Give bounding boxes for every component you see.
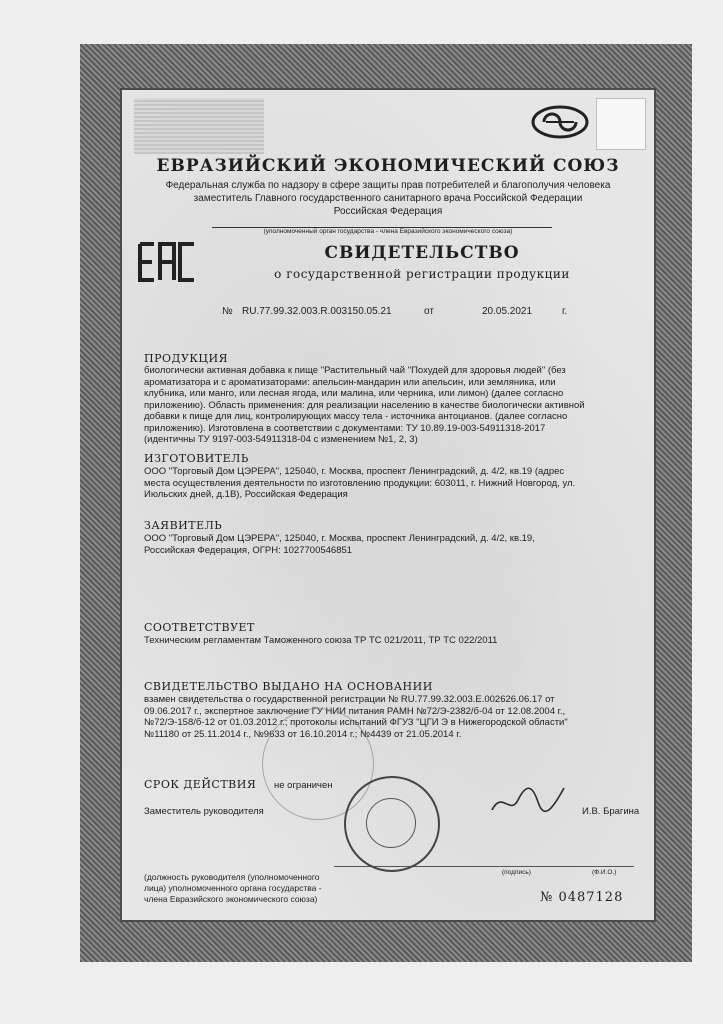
product-line: приложению). Область применения: для реализации населению в качестве биологически активной <box>144 399 585 411</box>
product-text <box>144 365 644 446</box>
seal-emblem-icon <box>366 798 416 848</box>
position-caption-line: лица) уполномоченного органа государства - <box>144 883 322 893</box>
basis-line: 09.06.2017 г., экспертное заключение ГУ НИИ питания РАМН №72/Э-2382/б-04 от 12.08.2004 г., <box>144 705 566 717</box>
qr-code-area <box>596 98 646 150</box>
signature-caption: (подпись) <box>502 869 531 876</box>
validity-heading: СРОК ДЕЙСТВИЯ <box>144 778 257 791</box>
basis-heading: СВИДЕТЕЛЬСТВО ВЫДАНО НА ОСНОВАНИИ <box>144 680 433 693</box>
manufacturer-line: ООО "Торговый Дом ЦЭРЕРА", 125040, г. Москва, проспект Ленинградский, д. 4/2, кв.19 (адрес <box>144 466 565 477</box>
applicant-text <box>144 533 644 556</box>
union-title: ЕВРАЗИЙСКИЙ ЭКОНОМИЧЕСКИЙ СОЮЗ <box>156 156 620 176</box>
manufacturer-text <box>144 466 644 501</box>
authority-note: (уполномоченный орган государства - члена Евразийского экономического союза) <box>263 228 513 235</box>
certificate-subtitle: о государственной регистрации продукции <box>274 267 570 281</box>
conformity-line: Техническим регламентам Таможенного союза ТР ТС 021/2011, ТР ТС 022/2011 <box>144 635 498 646</box>
product-line: добавки к пище для лиц, контролирующих массу тела - источника антоцианов. (далее согласно <box>144 411 568 422</box>
serial-value: 0487128 <box>558 890 624 905</box>
basis-line: №72/Э-158/б-12 от 01.03.2012 г.; протоколы испытаний ФГУЗ "ЦГИ Э в Нижегородской области" <box>144 717 568 728</box>
basis-line: №11180 от 25.11.2014 г., №9633 от 16.10.2014 г.; №4439 от 21.05.2014 г. <box>144 728 462 740</box>
agency-line-2: заместитель Главного государственного санитарного врача Российской Федерации <box>193 193 583 204</box>
manufacturer-line: места осуществления деятельности по изготовлению продукции: 603011, г. Нижний Новгород, ул. <box>144 477 576 489</box>
agency-line-3: Российская Федерация <box>333 206 443 217</box>
basis-text <box>144 694 644 740</box>
guilloche-border <box>80 44 692 962</box>
product-heading: ПРОДУКЦИЯ <box>144 352 228 365</box>
eurasian-union-emblem-icon <box>530 104 590 140</box>
validity-value: не ограничен <box>274 780 333 791</box>
product-line: биологически активная добавка к пище "Растительный чай "Похудей для здоровья людей" (без <box>144 365 566 376</box>
blurred-hologram-area <box>134 98 264 154</box>
position-caption-line: (должность руководителя (уполномоченного <box>144 872 320 882</box>
product-line: клубника, или манго, или лесная ягода, или малина, или черника, или лимон) (далее согласно <box>144 388 564 399</box>
basis-line: взамен свидетельства о государственной регистрации № RU.77.99.32.003.E.002626.06.17 от <box>144 694 555 705</box>
conformity-text <box>144 635 644 647</box>
signatory-name: И.В. Брагина <box>582 806 640 817</box>
signature-icon <box>488 780 568 820</box>
applicant-line: Российская Федерация, ОГРН: 1027700546851 <box>144 544 353 556</box>
certificate-body <box>120 88 656 922</box>
product-line: приложению). Изготовлена в соответствии с документами: ТУ 10.89.19-003-54911318-2017 <box>144 422 546 434</box>
manufacturer-line: Июльских дней, д.1В), Российская Федерация <box>144 489 348 500</box>
number-prefix: № <box>222 306 233 317</box>
signatory-role: Заместитель руководителя <box>144 806 264 817</box>
product-line: (идентичны ТУ 9197-003-54911318-04 с изменением №1, 2, 3) <box>144 434 418 445</box>
product-line: ароматизатора и с ароматизаторами: апельсин-мандарин или апельсин, или земляника, или <box>144 376 556 388</box>
certificate-number: RU.77.99.32.003.R.003150.05.21 <box>242 306 392 317</box>
conformity-heading: СООТВЕТСТВУЕТ <box>144 621 255 634</box>
date-suffix: г. <box>562 306 568 317</box>
serial-number <box>540 890 623 905</box>
eac-mark-icon <box>136 240 200 284</box>
date-prefix: от <box>424 306 434 317</box>
name-caption: (Ф.И.О.) <box>592 869 617 876</box>
russian-emblem-seal-icon <box>344 776 440 872</box>
agency-line-1: Федеральная служба по надзору в сфере защиты прав потребителей и благополучия человека <box>165 180 611 191</box>
position-caption-line: члена Евразийского экономического союза) <box>144 894 318 904</box>
applicant-line: ООО "Торговый Дом ЦЭРЕРА", 125040, г. Москва, проспект Ленинградский, д. 4/2, кв.19, <box>144 533 535 544</box>
applicant-heading: ЗАЯВИТЕЛЬ <box>144 519 223 532</box>
certificate-date: 20.05.2021 <box>482 306 533 317</box>
serial-prefix: № <box>540 890 554 905</box>
certificate-title: СВИДЕТЕЛЬСТВО <box>324 243 520 263</box>
manufacturer-heading: ИЗГОТОВИТЕЛЬ <box>144 452 249 465</box>
